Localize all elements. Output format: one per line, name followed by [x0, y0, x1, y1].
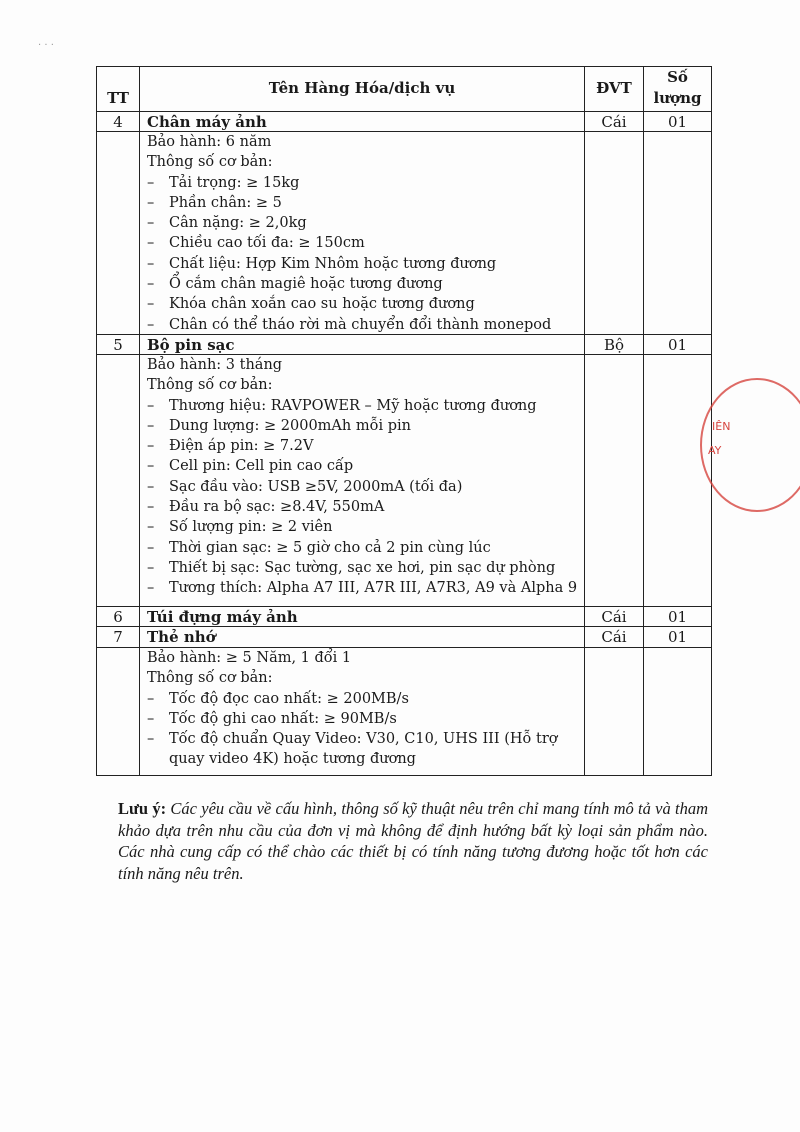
- detail-line: Bảo hành: 6 năm: [147, 134, 272, 150]
- header-unit-cell: [585, 67, 644, 111]
- detail-line: – Sạc đầu vào: USB ≥5V, 2000mA (tối đa): [147, 478, 463, 495]
- item-unit: Cái: [585, 607, 644, 626]
- item-details-row: [97, 648, 711, 775]
- detail-line: – Tốc độ chuẩn Quay Video: V30, C10, UHS III (Hỗ trợ: [147, 731, 558, 748]
- header-qty-line2: lượng: [653, 89, 702, 107]
- detail-line: – Chiều cao tối đa: ≥ 150cm: [147, 235, 365, 252]
- item-name: Chân máy ảnh: [140, 112, 585, 131]
- product-table: [96, 66, 712, 776]
- header-qty-line1: Số: [667, 68, 688, 86]
- detail-line: – Ổ cắm chân magiê hoặc tương đương: [147, 276, 443, 293]
- item-details-row: [97, 132, 711, 335]
- detail-line: – Chân có thể tháo rời mà chuyển đổi thành monepod: [147, 316, 552, 333]
- header-tt-cell: [97, 67, 140, 111]
- detail-line: – Thời gian sạc: ≥ 5 giờ cho cả 2 pin cùng lúc: [147, 539, 491, 556]
- detail-line: – Tải trọng: ≥ 15kg: [147, 174, 300, 191]
- item-number: 7: [97, 627, 140, 647]
- header-name: Tên Hàng Hóa/dịch vụ: [268, 79, 456, 97]
- stamp-text: AY: [708, 444, 722, 457]
- item-quantity: 01: [667, 113, 688, 131]
- header-unit: ĐVT: [596, 79, 632, 97]
- item-quantity: 01: [667, 628, 688, 646]
- detail-line: – Phần chân: ≥ 5: [147, 194, 282, 211]
- detail-line: – Dung lượng: ≥ 2000mAh mỗi pin: [147, 417, 411, 434]
- detail-line: – Khóa chân xoắn cao su hoặc tương đương: [147, 296, 475, 313]
- item-name: Túi đựng máy ảnh: [140, 607, 585, 626]
- table-header-row: [97, 67, 711, 112]
- detail-line: – Cân nặng: ≥ 2,0kg: [147, 215, 307, 232]
- detail-line: – Điện áp pin: ≥ 7.2V: [147, 438, 314, 455]
- item-details: [140, 355, 585, 606]
- item-unit: Cái: [585, 112, 644, 131]
- detail-line: Thông số cơ bản:: [147, 670, 273, 687]
- item-name: Bộ pin sạc: [140, 335, 585, 354]
- note-paragraph: [118, 798, 708, 884]
- item-number: 5: [97, 335, 140, 354]
- detail-line: Bảo hành: 3 tháng: [147, 357, 283, 373]
- detail-line: – Tốc độ ghi cao nhất: ≥ 90MB/s: [147, 710, 397, 727]
- note-text: Các yêu cầu về cấu hình, thông số kỹ thuật nêu trên chỉ mang tính mô tả và tham khảo dựa trên nhu cầu của đơn vị mà không để định hướng bất kỳ loại sản phẩm nào. Các nhà cung cấp có thể chào các thiết bị có tính năng tương đương hoặc tốt hơn các tính năng nêu trên.: [118, 799, 709, 883]
- detail-line: – Số lượng pin: ≥ 2 viên: [147, 519, 333, 536]
- stamp-text: IÊN: [712, 420, 731, 433]
- detail-line: – Chất liệu: Hợp Kim Nhôm hoặc tương đương: [147, 255, 497, 272]
- item-number: 4: [97, 112, 140, 131]
- item-details: [140, 648, 585, 775]
- detail-line: – Thiết bị sạc: Sạc tường, sạc xe hơi, pin sạc dự phòng: [147, 559, 556, 576]
- detail-line: – Cell pin: Cell pin cao cấp: [147, 458, 354, 475]
- detail-line: – Tương thích: Alpha A7 III, A7R III, A7R3, A9 và Alpha 9: [147, 580, 578, 597]
- item-details: [140, 132, 585, 334]
- item-details-row: [97, 355, 711, 607]
- item-name: Thẻ nhớ: [140, 627, 585, 647]
- item-title-row: [97, 112, 711, 132]
- item-unit: Cái: [585, 627, 644, 647]
- header-qty-cell: [644, 67, 711, 111]
- item-title-row: [97, 607, 711, 627]
- detail-line: – Thương hiệu: RAVPOWER – Mỹ hoặc tương đương: [147, 397, 537, 414]
- note-label: Lưu ý:: [118, 799, 167, 818]
- detail-line: – Đầu ra bộ sạc: ≥8.4V, 550mA: [147, 499, 385, 516]
- header-name-cell: [140, 67, 585, 111]
- item-title-row: [97, 335, 711, 355]
- detail-line: quay video 4K) hoặc tương đương: [169, 751, 416, 768]
- item-unit: Bộ: [585, 335, 644, 354]
- header-tt: TT: [107, 89, 129, 107]
- scan-speck-marks: · · ·: [38, 40, 54, 51]
- item-number: 6: [97, 607, 140, 626]
- item-title-row: [97, 627, 711, 648]
- item-quantity: 01: [667, 608, 688, 626]
- detail-line: Bảo hành: ≥ 5 Năm, 1 đổi 1: [147, 650, 352, 666]
- detail-line: – Tốc độ đọc cao nhất: ≥ 200MB/s: [147, 690, 409, 707]
- detail-line: Thông số cơ bản:: [147, 377, 273, 394]
- detail-line: Thông số cơ bản:: [147, 154, 273, 171]
- item-quantity: 01: [667, 336, 688, 354]
